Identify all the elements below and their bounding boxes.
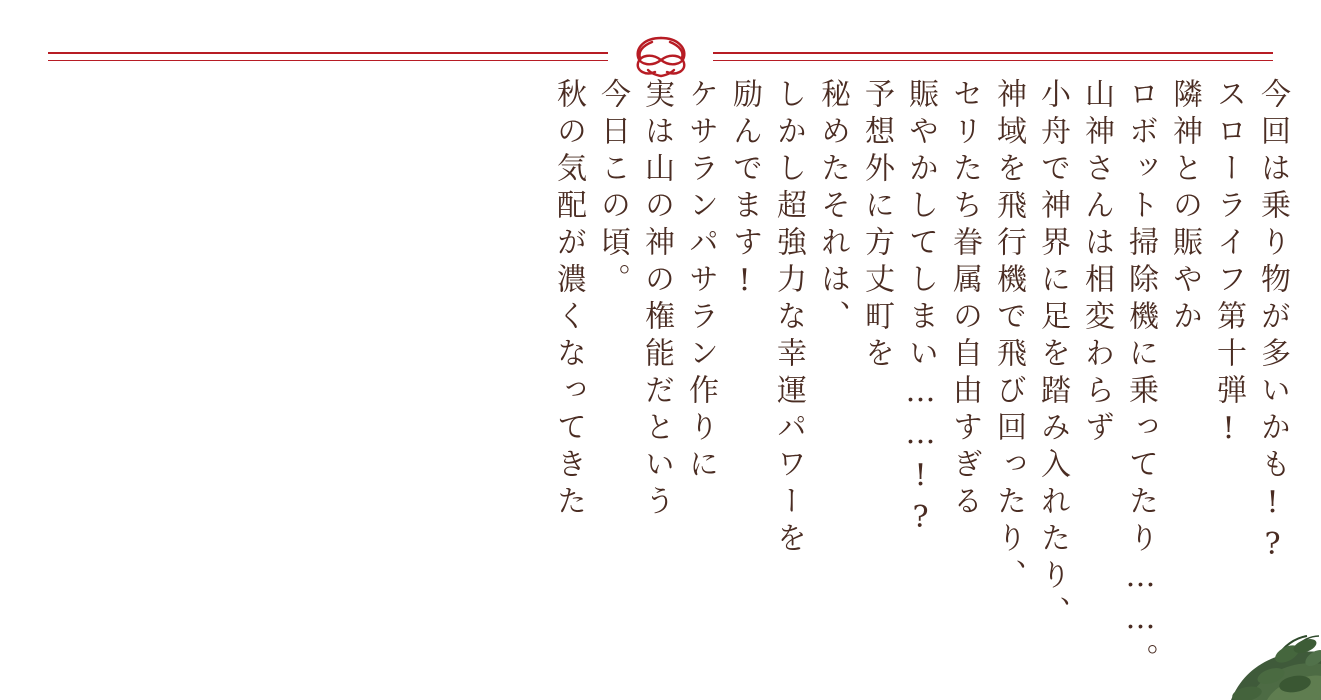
text-line: 励んでます! [727, 78, 762, 305]
divider-rule-right-top [713, 52, 1273, 54]
text-line: 秘めたそれは、 [815, 78, 850, 337]
text-line: スローライフ第十弾! [1211, 78, 1246, 453]
text-line: ロボット掃除機に乗ってたり……。 [1123, 78, 1158, 680]
text-line: セリたち眷属の自由すぎる [947, 78, 982, 522]
text-line: 今回は乗り物が多いかも!? [1255, 78, 1290, 569]
vertical-text-block [551, 78, 1290, 680]
text-line: 山神さんは相変わらず [1079, 78, 1114, 448]
divider-rule-left-bottom [48, 60, 608, 61]
text-line: 神域を飛行機で飛び回ったり、 [991, 78, 1026, 596]
text-line: 今日この頃。 [595, 78, 630, 300]
text-line: ケサランパサラン作りに [683, 78, 718, 485]
text-line: 賑やかしてしまい……!? [903, 78, 938, 542]
text-line: しかし超強力な幸運パワーを [771, 78, 806, 559]
knot-ornament-icon [622, 30, 700, 82]
text-line: 実は山の神の権能だという [639, 78, 674, 522]
divider-rule-right-bottom [713, 60, 1273, 61]
text-line: 予想外に方丈町を [859, 78, 894, 374]
mizuhiki-knot-divider [0, 30, 1321, 82]
text-line: 隣神との賑やか [1167, 78, 1202, 337]
text-line: 秋の気配が濃くなってきた [551, 78, 586, 522]
text-line: 小舟で神界に足を踏み入れたり、 [1035, 78, 1070, 633]
divider-rule-left-top [48, 52, 608, 54]
